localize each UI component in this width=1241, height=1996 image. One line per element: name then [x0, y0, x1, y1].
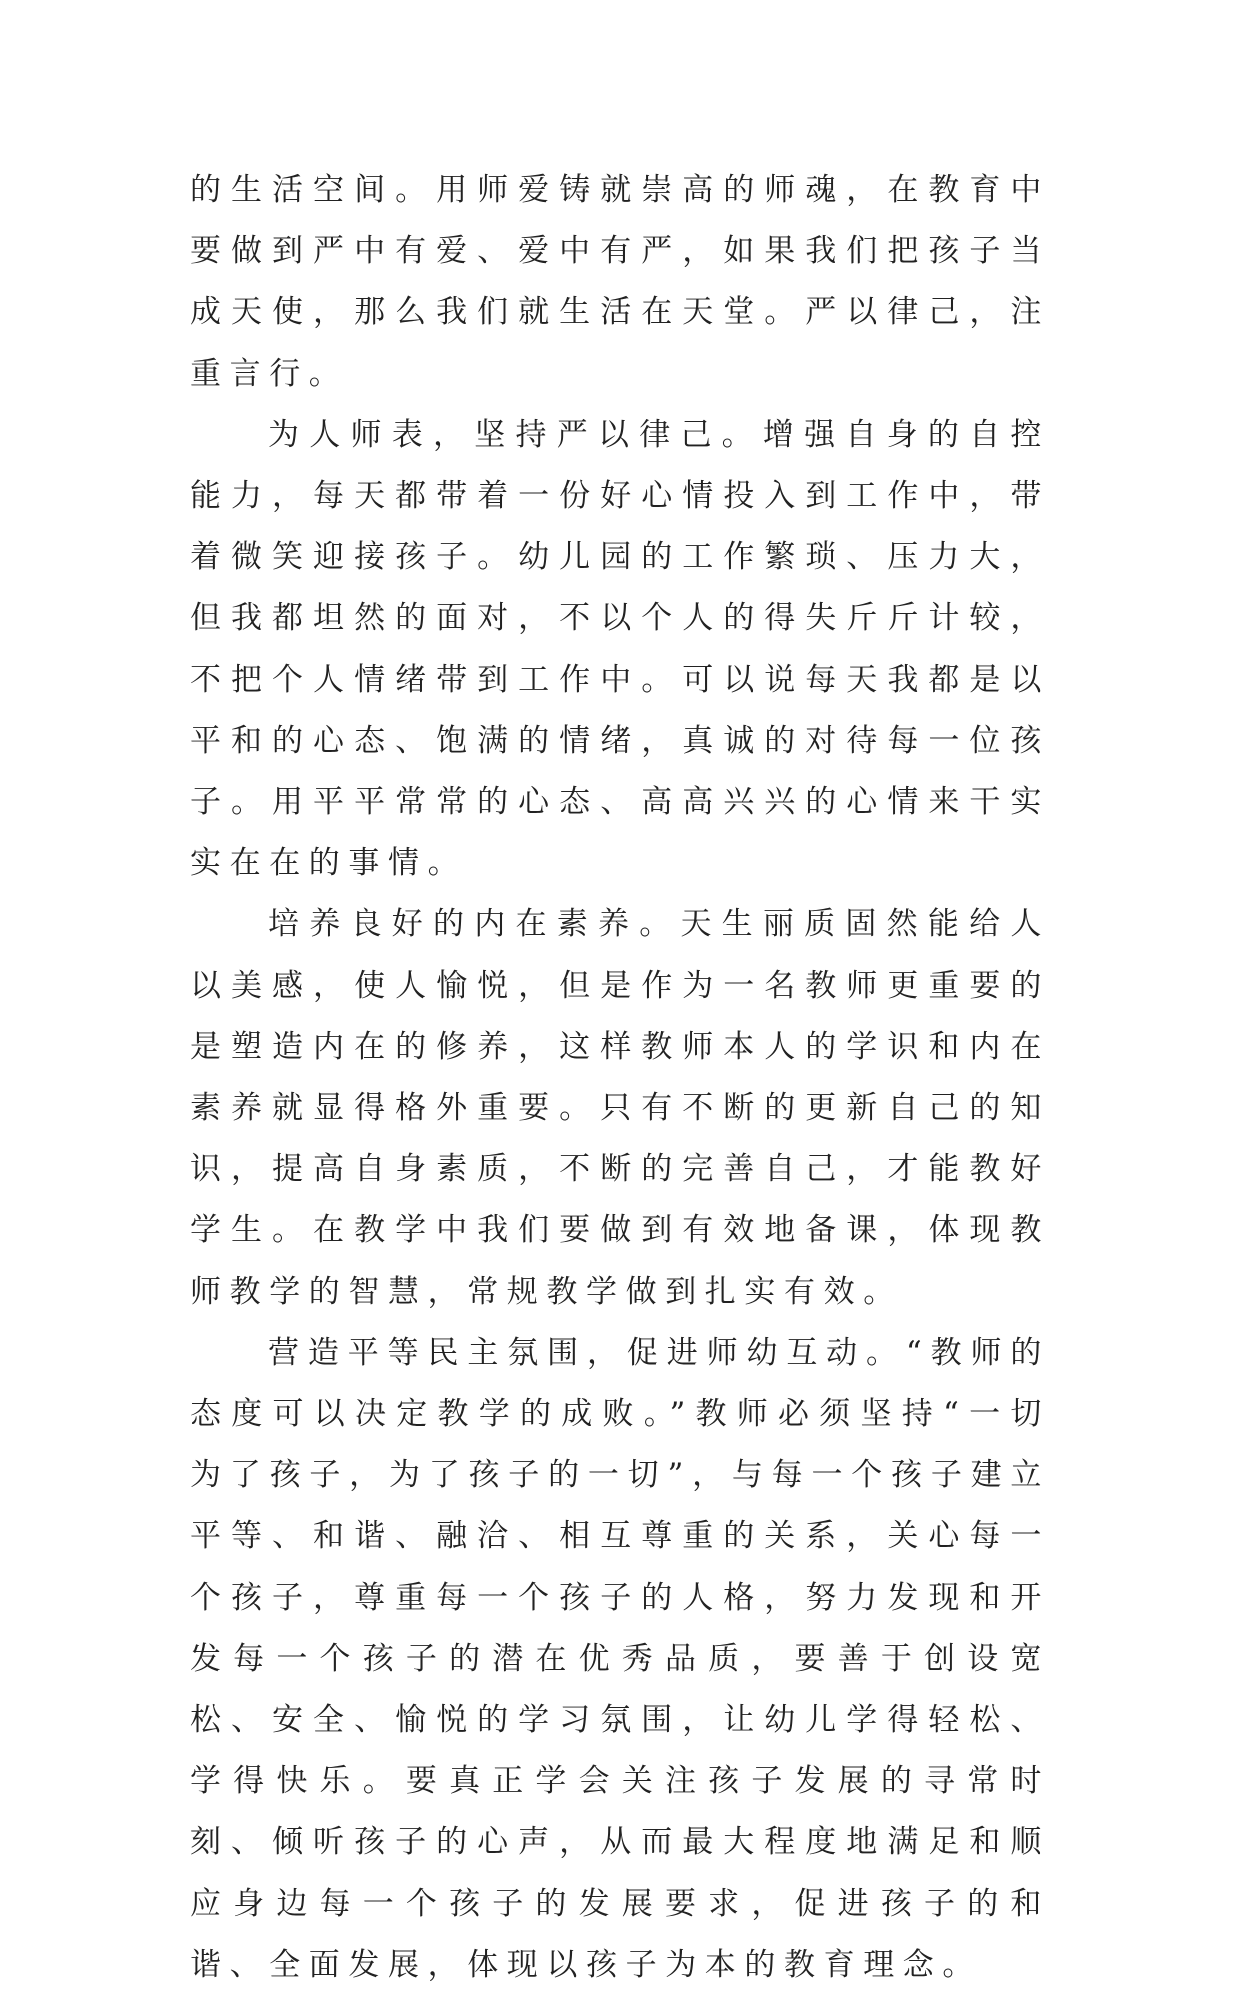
document-body: [190, 160, 1050, 1996]
paragraph-3: 培养良好的内在素养。天生丽质固然能给人以美感，使人愉悦，但是作为一名教师更重要的是塑造内在的修养，这样教师本人的学识和内在素养就显得格外重要。只有不断的更新自己的知识，提高自身素质，不断的完善自己，才能教好学生。在教学中我们要做到有效地备课，体现教师教学的智慧，常规教学做到扎实有效。: [190, 906, 1050, 1310]
paragraph-1: 的生活空间。用师爱铸就崇高的师魂，在教育中要做到严中有爱、爱中有严，如果我们把孩子当成天使，那么我们就生活在天堂。严以律己，注重言行。: [190, 172, 1050, 392]
paragraph-2: 为人师表，坚持严以律己。增强自身的自控能力，每天都带着一份好心情投入到工作中，带着微笑迎接孩子。幼儿园的工作繁琐、压力大，但我都坦然的面对，不以个人的得失斤斤计较，不把个人情绪带到工作中。可以说每天我都是以平和的心态、饱满的情绪，真诚的对待每一位孩子。用平平常常的心态、高高兴兴的心情来干实实在在的事情。: [190, 416, 1050, 882]
paragraph-4: 营造平等民主氛围，促进师幼互动。“教师的态度可以决定教学的成败。”教师必须坚持“一切为了孩子，为了孩子的一切”，与每一个孩子建立平等、和谐、融洽、相互尊重的关系，关心每一个孩子，尊重每一个孩子的人格，努力发现和开发每一个孩子的潜在优秀品质，要善于创设宽松、安全、愉悦的学习氛围，让幼儿学得轻松、学得快乐。要真正学会关注孩子发展的寻常时刻、倾听孩子的心声，从而最大程度地满足和顺应身边每一个孩子的发展要求，促进孩子的和谐、全面发展，体现以孩子为本的教育理念。: [190, 1334, 1050, 1983]
